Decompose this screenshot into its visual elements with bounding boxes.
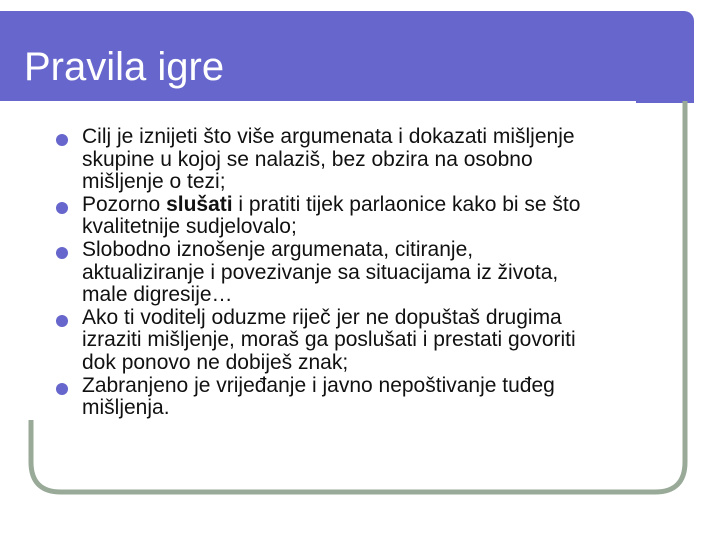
bullet-text: Cilj je iznijeti što više argumenata i dokazati mišljenje skupine u kojoj se nalaziš, bez obzira na osobno mišljenje o tezi; xyxy=(82,125,575,194)
bullet-dot-icon xyxy=(56,134,68,146)
bullet-text: Ako ti voditelj oduzme riječ jer ne dopuštaš drugima izraziti mišljenje, moraš ga poslušati i prestati govoriti dok ponovo ne dobiješ znak; xyxy=(82,305,576,374)
bullet-dot-icon xyxy=(56,247,68,259)
bullet-text: Slobodno iznošenje argumenata, citiranje, aktualiziranje i povezivanje sa situacijama iz života, male digresije… xyxy=(82,237,559,307)
bullet-text-part: i pratiti tijek parlaonice kako bi se što kvalitetnije sudjelovalo; xyxy=(82,192,581,239)
bullet-text-part: Pozorno xyxy=(82,192,167,216)
bullet-item xyxy=(56,194,676,239)
bullet-text xyxy=(82,194,676,239)
bullet-item xyxy=(56,375,676,420)
bullet-dot-icon xyxy=(56,383,68,395)
bullet-item xyxy=(56,239,676,307)
bullet-item xyxy=(56,307,676,375)
bullet-text: Zabranjeno je vrijeđanje i javno nepoštivanje tuđeg mišljenja. xyxy=(82,373,555,420)
bullet-item xyxy=(56,126,676,194)
slide-title: Pravila igre xyxy=(24,45,225,89)
bullet-list xyxy=(56,126,676,420)
bullet-dot-icon xyxy=(56,202,68,214)
bullet-dot-icon xyxy=(56,315,68,327)
bullet-text-bold: slušati xyxy=(166,192,233,216)
